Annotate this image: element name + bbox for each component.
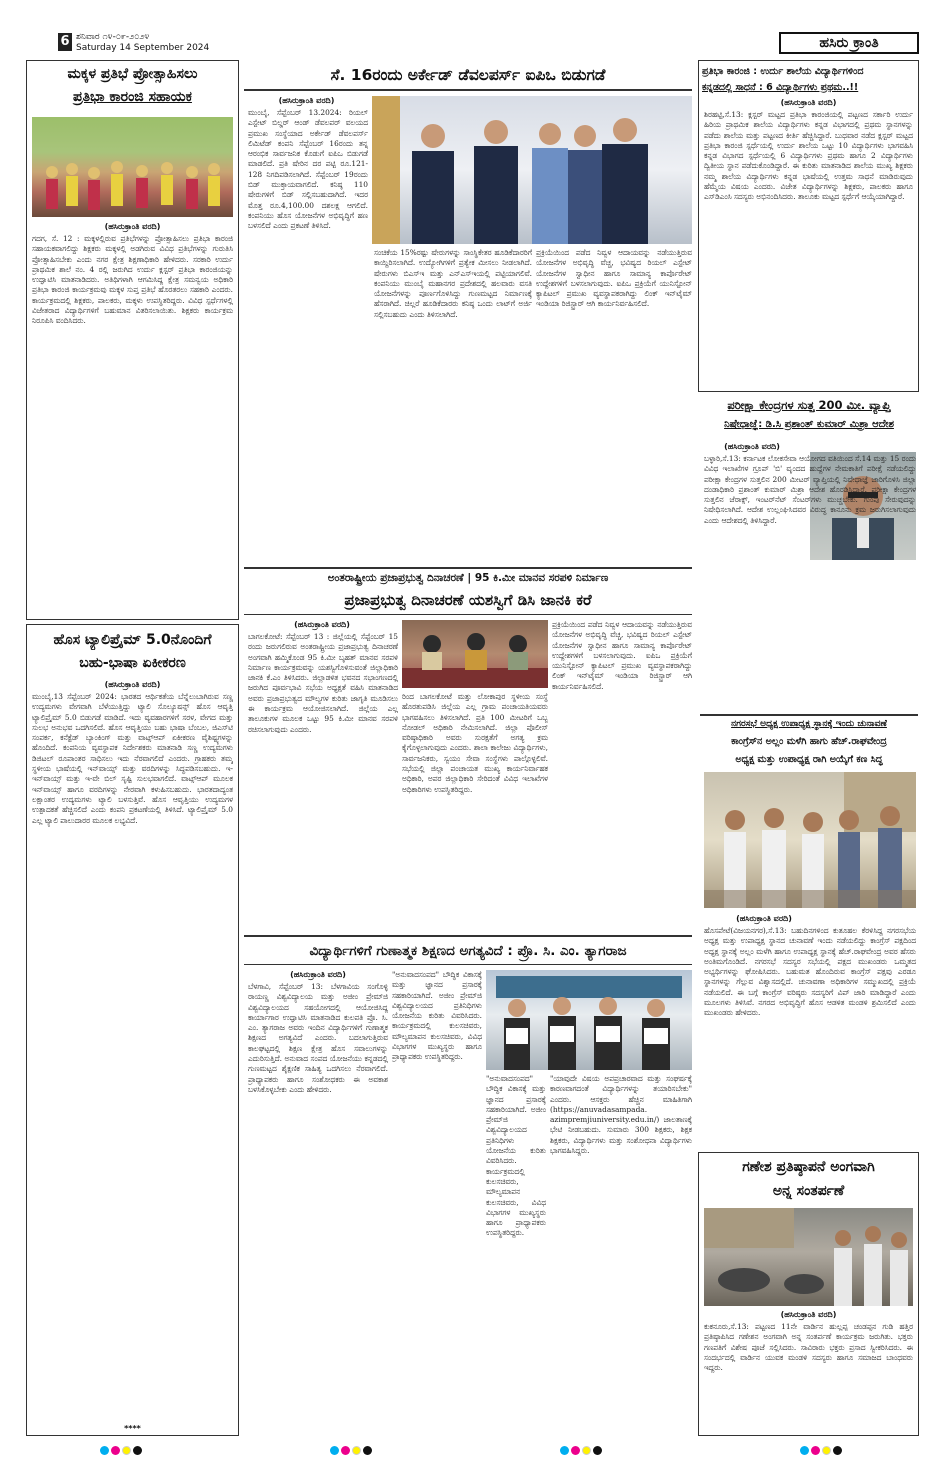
article-council-headline-1: ಕಾಂಗ್ರೆಸ್‌ನ ಅಲ್ಲಂ ಮಳೆಗಿ ಹಾಗು ಹೆಚ್.ರಾಘವೇಂದ್ರ [731, 736, 887, 747]
article-urdu-body: ಶಿರಹಟ್ಟಿ,ಸೆ.13: ಕ್ಲಸ್ಟರ್ ಮಟ್ಟದ ಪ್ರತಿಭಾ ಕಾರಂಜಿಯಲ್ಲಿ ಪಟ್ಟಣದ ಸರ್ಕಾರಿ ಉರ್ದು ಹಿರಿಯ ಪ್ರಾಥಮಿಕ ಶಾಲೆಯ ವಿದ್ಯಾರ್ಥಿಗಳು ಕನ್ನಡ ವಿಭಾಗದಲ್ಲಿ ಪ್ರಥಮ ಸ್ಥಾನಗಳನ್ನು ಪಡೆದು ಶಾಲೆಯ ಮತ್ತು ಪಟ್ಟಣದ ಕೀರ್ತಿ ಹೆಚ್ಚಿಸಿದ್ದಾರೆ. ಬುಧವಾರ ನಡೆದ ಕ್ಲಸ್ಟರ್ ಮಟ್ಟದ ಪ್ರತಿಭಾ ಕಾರಂಜಿ ಸ್ಪರ್ಧೆಯಲ್ಲಿ ಉರ್ದು ಶಾಲೆಯ ಒಟ್ಟು 10 ವಿದ್ಯಾರ್ಥಿಗಳು ಭಾಗವಹಿಸಿ ಕನ್ನಡ ವಿಭಾಗದ ಸ್ಪರ್ಧೆಯಲ್ಲಿ 6 ವಿದ್ಯಾರ್ಥಿಗಳು ಪ್ರಥಮ ಹಾಗೂ 2 ವಿದ್ಯಾರ್ಥಿಗಳು ದ್ವಿತೀಯ ಸ್ಥಾನ ಪಡೆದುಕೊಂಡಿದ್ದಾರೆ. ಈ ಕುರಿತು ಮಾತನಾಡಿದ ಶಾಲೆಯ ಮುಖ್ಯ ಶಿಕ್ಷಕರು ನಮ್ಮ ಶಾಲೆಯ ವಿದ್ಯಾರ್ಥಿಗಳು ಕನ್ನಡ ಭಾಷೆಯಲ್ಲಿ ಉತ್ತಮ ಸಾಧನೆ ಮಾಡಿರುವುದು ಹೆಮ್ಮೆಯ ವಿಷಯ ಎಂದರು. ವಿಜೇತ ವಿದ್ಯಾರ್ಥಿಗಳನ್ನು ಶಿಕ್ಷಕರು, ಪಾಲಕರು ಹಾಗೂ ಎಸ್‌ಡಿಎಂಸಿ ಸದಸ್ಯರು ಅಭಿನಂದಿಸಿದರು. ತಾಲೂಕು ಮಟ್ಟದ ಸ್ಪರ್ಧೆಗೆ ಆಯ್ಕೆಯಾಗಿದ್ದಾರೆ. [704, 110, 913, 202]
article-council-body: ಹೊಸಪೇಟೆ(ವಿಜಯನಗರ),ಸೆ.13: ಬಹುದಿನಗಳಿಂದ ಕುತೂಹಲ ಕೆರಳಿಸಿದ್ದ ನಗರಸಭೆಯ ಅಧ್ಯಕ್ಷ ಮತ್ತು ಉಪಾಧ್ಯಕ್ಷ ಸ್ಥಾನದ ಚುನಾವಣೆ ಇಂದು ನಡೆಯಲಿದ್ದು ಕಾಂಗ್ರೆಸ್ ಪಕ್ಷದಿಂದ ಅಧ್ಯಕ್ಷ ಸ್ಥಾನಕ್ಕೆ ಅಲ್ಲಂ ಮಳೆಗಿ ಹಾಗೂ ಉಪಾಧ್ಯಕ್ಷ ಸ್ಥಾನಕ್ಕೆ ಹೆಚ್.ರಾಘವೇಂದ್ರ ಅವರ ಹೆಸರು ಅಂತಿಮಗೊಂಡಿದೆ. ನಗರಸಭೆ ಸದಸ್ಯರ ಸಭೆಯಲ್ಲಿ ಪಕ್ಷದ ಮುಖಂಡರು ಒಮ್ಮತದ ಅಭ್ಯರ್ಥಿಗಳನ್ನು ಘೋಷಿಸಿದರು. ಬಹುಮತ ಹೊಂದಿರುವ ಕಾಂಗ್ರೆಸ್ ಪಕ್ಷವು ಎರಡೂ ಸ್ಥಾನಗಳನ್ನು ಗೆಲ್ಲುವ ವಿಶ್ವಾಸದಲ್ಲಿದೆ. ಚುನಾವಣಾ ಅಧಿಕಾರಿಗಳ ಸಮ್ಮುಖದಲ್ಲಿ ಪ್ರಕ್ರಿಯೆ ನಡೆಯಲಿದೆ. ಈ ಬಗ್ಗೆ ಕಾಂಗ್ರೆಸ್ ವರಿಷ್ಠರು ಸದಸ್ಯರಿಗೆ ವಿಪ್ ಜಾರಿ ಮಾಡಿದ್ದಾರೆ ಎಂದು ಮೂಲಗಳು ತಿಳಿಸಿವೆ. ನಗರದ ಅಭಿವೃದ್ಧಿಗೆ ಹೊಸ ಆಡಳಿತ ಮಂಡಳಿ ಶ್ರಮಿಸಲಿದೆ ಎಂದು ಮುಖಂಡರು ಹೇಳಿದರು. [704, 926, 916, 1018]
article-tally-headline-2: ಬಹು-ಭಾಷಾ ಏಕೀಕರಣ [79, 655, 186, 671]
article-talent-headline-1: ಮಕ್ಕಳ ಪ್ರತಿಭೆ ಪ್ರೋತ್ಸಾಹಿಸಲು [67, 66, 198, 82]
article-education-byline: (ಹಸಿರುಕ್ರಾಂತಿ ವರದಿ) [290, 970, 346, 979]
article-democracy-headline: ಪ್ರಜಾಪ್ರಭುತ್ವ ದಿನಾಚರಣೆ ಯಶಸ್ವಿಗೆ ಡಿಸಿ ಜಾನಕಿ ಕರೆ [344, 591, 592, 609]
article-talent-body: ಗದಗ, ಸೆ. 12 : ಮಕ್ಕಳಲ್ಲಿರುವ ಪ್ರತಿಭೆಗಳನ್ನು ಪ್ರೋತ್ಸಾಹಿಸಲು ಪ್ರತಿಭಾ ಕಾರಂಜಿ ಸಹಾಯಕವಾಗಲಿದ್ದು ಶಿಕ್ಷಕರು ಮಕ್ಕಳಲ್ಲಿ ಅಡಗಿರುವ ವಿವಿಧ ಪ್ರತಿಭೆಗಳನ್ನು ಗುರುತಿಸಿ ಪ್ರೋತ್ಸಾಹಿಸಬೇಕು ಎಂದು ನಗರ ಕ್ಷೇತ್ರ ಶಿಕ್ಷಣಾಧಿಕಾರಿ ಹೇಳಿದರು. ಸರಕಾರಿ ಉರ್ದು ಪ್ರಾಥಮಿಕ ಶಾಲೆ ನಂ. 4 ರಲ್ಲಿ ಜರುಗಿದ ಉರ್ದು ಕ್ಲಸ್ಟರ್ ಪ್ರತಿಭಾ ಕಾರಂಜಿಯನ್ನು ಉದ್ಘಾಟಿಸಿ ಮಾತನಾಡಿದರು. ಅತಿಥಿಗಳಾಗಿ ಆಗಮಿಸಿದ್ದ ಕ್ಷೇತ್ರ ಸಮನ್ವಯ ಅಧಿಕಾರಿ ಪ್ರತಿಭಾ ಕಾರಂಜಿ ಕಾರ್ಯಕ್ರಮವು ಮಕ್ಕಳ ಸುಪ್ತ ಪ್ರತಿಭೆ ಹೊರತರಲು ಸಹಕಾರಿ ಎಂದರು. ಕಾರ್ಯಕ್ರಮದಲ್ಲಿ ಶಿಕ್ಷಕರು, ಪಾಲಕರು, ಮಕ್ಕಳು ಉಪಸ್ಥಿತರಿದ್ದರು. ವಿವಿಧ ಸ್ಪರ್ಧೆಗಳಲ್ಲಿ ವಿಜೇತರಾದ ವಿದ್ಯಾರ್ಥಿಗಳಿಗೆ ಬಹುಮಾನ ವಿತರಿಸಲಾಯಿತು. ಶಿಕ್ಷಕರು ಕಾರ್ಯಕ್ರಮ ನಿರೂಪಿಸಿ ವಂದಿಸಿದರು. [32, 234, 233, 326]
press-conference-illustration [372, 96, 692, 244]
article-talent-headline-2: ಪ್ರತಿಭಾ ಕಾರಂಜಿ ಸಹಾಯಕ [73, 89, 192, 105]
article-exam-headline-1: ಪರೀಕ್ಷಾ ಕೇಂದ್ರಗಳ ಸುತ್ತ 200 ಮೀ. ವ್ಯಾಪ್ತಿ [727, 398, 891, 412]
article-urdu-headline-1: ಪ್ರತಿಭಾ ಕಾರಂಜಿ : ಉರ್ದು ಶಾಲೆಯ ವಿದ್ಯಾರ್ಥಿಗಳಿಂದ [702, 66, 864, 77]
council-candidates-photo [704, 772, 916, 908]
page-header [26, 30, 919, 56]
article-talent-byline: (ಹಸಿರುಕ್ರಾಂತಿ ವರದಿ) [104, 222, 161, 231]
article-democracy-body-right: ಪ್ರಕ್ರಿಯೆಯಿಂದ ಪಡೆದ ನಿವ್ವಳ ಆದಾಯವನ್ನು ನಡೆಯುತ್ತಿರುವ ಯೋಜನೆಗಳ ಅಭಿವೃದ್ಧಿ ವೆಚ್ಚ, ಭವಿಷ್ಯದ ರಿಯಲ್ ಎಸ್ಟೇಟ್ ಯೋಜನೆಗಳ ಸ್ವಾಧೀನ ಹಾಗೂ ಸಾಮಾನ್ಯ ಕಾರ್ಪೊರೇಟ್ ಉದ್ದೇಶಗಳಿಗೆ ಬಳಸಲಾಗುವುದು. ಐಪಿಒ ಪ್ರಕ್ರಿಯೆಗೆ ಯುನಿಸ್ಟೋನ್ ಕ್ಯಾಪಿಟಲ್ ಪ್ರಮುಖ ವ್ಯವಸ್ಥಾಪಕರಾಗಿದ್ದು ಲಿಂಕ್ ಇನ್‌ಟೈಮ್ ಇಂಡಿಯಾ ರಿಜಿಸ್ಟ್ರಾರ್ ಆಗಿ ಕಾರ್ಯನಿರ್ವಹಿಸಲಿದೆ. [552, 620, 692, 691]
end-mark: **** [124, 1424, 141, 1433]
article-ganesha-byline: (ಹಸಿರುಕ್ರಾಂತಿ ವರದಿ) [780, 1310, 837, 1319]
article-arkade-headline: ಸೆ. 16ರಂದು ಅರ್ಕೇಡ್ ಡೆವಲಪರ್ಸ್ ಐಪಿಒ ಬಿಡುಗಡೆ [330, 66, 606, 84]
article-arkade-body-left: ಮುಂಬೈ, ಸೆಪ್ಟೆಂಬರ್ 13.2024: ರಿಯಲ್ ಎಸ್ಟೇಟ್ ಬಿಲ್ಡರ್ ಆಂಡ್ ಡೆವಲಪರ್ ವಲಯದ ಪ್ರಮುಖ ಸಂಸ್ಥೆಯಾದ ಅರ್ಕೇಡ್ ಡೆವಲಪರ್ಸ್ ಲಿಮಿಟೆಡ್ ಕಂಪನಿ ಸೆಪ್ಟೆಂಬರ್ 16ರಂದು ತನ್ನ ಆರಂಭಿಕ ಸಾರ್ವಜನಿಕ ಕೊಡುಗೆ ಐಪಿಒ ಬಿಡುಗಡೆ ಮಾಡಲಿದೆ. ಪ್ರತಿ ಷೇರಿನ ದರ ಪಟ್ಟಿ ರೂ.121-128 ನಿಗದಿಪಡಿಸಲಾಗಿದೆ. ಸೆಪ್ಟೆಂಬರ್ 19ರಂದು ಬಿಡ್ ಮುಕ್ತಾಯವಾಗಲಿದೆ. ಕನಿಷ್ಠ 110 ಷೇರುಗಳಿಗೆ ಬಿಡ್ ಸಲ್ಲಿಸಬಹುದಾಗಿದೆ. ಇದರ ಮೊತ್ತ ರೂ.4,100.00 ದಶಲಕ್ಷ ಆಗಲಿದೆ. ಕಂಪನಿಯು ಹೊಸ ಯೋಜನೆಗಳ ಅಭಿವೃದ್ಧಿಗೆ ಹಣ ಬಳಸಲಿದೆ ಎಂದು ಪ್ರಕಟಣೆ ತಿಳಿಸಿದೆ. [248, 108, 368, 231]
council-crowd-illustration [704, 772, 916, 908]
food-distribution-photo [704, 1208, 913, 1306]
article-urdu-byline: (ಹಸಿರುಕ್ರಾಂತಿ ವರದಿ) [780, 98, 837, 107]
article-exam-byline: (ಹಸಿರುಕ್ರಾಂತಿ ವರದಿ) [724, 442, 780, 451]
article-ganesha-headline-1: ಗಣೇಶ ಪ್ರತಿಷ್ಠಾಪನೆ ಅಂಗವಾಗಿ [742, 1159, 875, 1175]
article-democracy-kicker: ಅಂತರಾಷ್ಟ್ರೀಯ ಪ್ರಜಾಪ್ರಭುತ್ವ ದಿನಾಚರಣೆ | 95 ಕಿ.ಮೀ ಮಾನವ ಸರಪಳಿ ನಿರ್ಮಾಣ [327, 572, 609, 584]
article-education-headline: ವಿದ್ಯಾರ್ಥಿಗಳಿಗೆ ಗುಣಾತ್ಮಕ ಶಿಕ್ಷಣದ ಅಗತ್ಯವಿದೆ : ಪ್ರೊ. ಸಿ. ಎಂ. ತ್ಯಾಗರಾಜ [309, 943, 627, 959]
article-council-kicker: ನಗರಸಭೆ ಅಧ್ಯಕ್ಷ ಉಪಾಧ್ಯಕ್ಷ ಸ್ಥಾನಕ್ಕೆ ಇಂದು ಚುನಾವಣೆ [731, 719, 887, 729]
article-council-byline: (ಹಸಿರುಕ್ರಾಂತಿ ವರದಿ) [736, 914, 792, 923]
school-children-photo [32, 117, 233, 217]
article-democracy-byline: (ಹಸಿರುಕ್ರಾಂತಿ ವರದಿ) [294, 620, 350, 629]
article-tally-headline-1: ಹೊಸ ಟ್ಯಾಲಿಪ್ರೈಮ್ 5.0ನೊಂದಿಗೆ [53, 632, 212, 648]
article-tally-byline: (ಹಸಿರುಕ್ರಾಂತಿ ವರದಿ) [104, 680, 161, 689]
registration-marks-1 [100, 1440, 148, 1450]
article-exam-headline-2: ನಿಷೇಧಾಜ್ಞೆ: ಡಿ.ಸಿ ಪ್ರಶಾಂತ್ ಕುಮಾರ್ ಮಿಶ್ರಾ ಆದೇಶ [724, 419, 894, 430]
article-ganesha-body: ಕುಕನೂರು,ಸೆ.13: ಪಟ್ಟಣದ 11ನೇ ವಾರ್ಡಿನ ಹುಲ್ಲಪ್ಪ ಚಂಡಪ್ಪನ ಗುಡಿ ಹತ್ತಿರ ಪ್ರತಿಷ್ಠಾಪಿಸಿದ ಗಣೇಶನ ಅಂಗವಾಗಿ ಅನ್ನ ಸಂತರ್ಪಣೆ ಕಾರ್ಯಕ್ರಮ ಜರುಗಿತು. ಭಕ್ತರು ಗಣಪತಿಗೆ ವಿಶೇಷ ಪೂಜೆ ಸಲ್ಲಿಸಿದರು. ಸಾವಿರಾರು ಭಕ್ತರು ಪ್ರಸಾದ ಸ್ವೀಕರಿಸಿದರು. ಈ ಸಂದರ್ಭದಲ್ಲಿ ವಾರ್ಡಿನ ಯುವಕ ಮಂಡಳಿ ಸದಸ್ಯರು ಹಾಗೂ ಸಮಾಜದ ಬಾಂಧವರು ಇದ್ದರು. [704, 1322, 913, 1373]
article-exam-body: ಬಳ್ಳಾರಿ,ಸೆ.13: ಕರ್ನಾಟಕ ಲೋಕಸೇವಾ ಆಯೋಗದ ವತಿಯಿಂದ ಸೆ.14 ಮತ್ತು 15 ರಂದು ವಿವಿಧ ಇಲಾಖೆಗಳ ಗ್ರೂಪ್ 'ಬಿ' ವೃಂದದ ಹುದ್ದೆಗಳ ನೇಮಕಾತಿಗೆ ಪರೀಕ್ಷೆ ನಡೆಯಲಿದ್ದು ಪರೀಕ್ಷಾ ಕೇಂದ್ರಗಳ ಸುತ್ತಲಿನ 200 ಮೀಟರ್ ವ್ಯಾಪ್ತಿಯಲ್ಲಿ ನಿಷೇಧಾಜ್ಞೆ ಜಾರಿಗೊಳಿಸಿ ಜಿಲ್ಲಾ ದಂಡಾಧಿಕಾರಿ ಪ್ರಶಾಂತ್ ಕುಮಾರ್ ಮಿಶ್ರಾ ಆದೇಶ ಹೊರಡಿಸಿದ್ದಾರೆ. ಪರೀಕ್ಷಾ ಕೇಂದ್ರಗಳ ಸುತ್ತಲಿನ ಜೆರಾಕ್ಸ್, ಇಂಟರ್‌ನೆಟ್ ಸೆಂಟರ್‌ಗಳು ಮುಚ್ಚಬೇಕು. ಗುಂಪು ಸೇರುವುದನ್ನು ನಿಷೇಧಿಸಲಾಗಿದೆ. ಆದೇಶ ಉಲ್ಲಂಘಿಸಿದವರ ವಿರುದ್ಧ ಕಾನೂನು ಕ್ರಮ ಜರುಗಿಸಲಾಗುವುದು ಎಂದು ಆದೇಶದಲ್ಲಿ ತಿಳಿಸಿದ್ದಾರೆ. [704, 454, 916, 525]
registration-marks-4 [800, 1440, 848, 1450]
article-education-body-mid: "ಅನುವಾದಸಂಪದ" ಬೌದ್ಧಿಕ ವಿಕಾಸಕ್ಕೆ ಮತ್ತು ಜ್ಞಾನದ ಪ್ರಸಾರಕ್ಕೆ ಸಹಕಾರಿಯಾಗಿದೆ. ಅಜೀಂ ಪ್ರೇಮ್‌ಜಿ ವಿಶ್ವವಿದ್ಯಾಲಯದ ಪ್ರತಿನಿಧಿಗಳು ಯೋಜನೆಯ ಕುರಿತು ವಿವರಿಸಿದರು. ಕಾರ್ಯಕ್ರಮದಲ್ಲಿ ಕುಲಸಚಿವರು, ಮೌಲ್ಯಮಾಪನ ಕುಲಸಚಿವರು, ವಿವಿಧ ವಿಭಾಗಗಳ ಮುಖ್ಯಸ್ಥರು ಹಾಗೂ ಪ್ರಾಧ್ಯಾಪಕರು ಉಪಸ್ಥಿತರಿದ್ದರು. [392, 970, 482, 1062]
date-kannada: ಶನಿವಾರ ೧೪-೦೯-೨೦೨೪ [76, 32, 150, 42]
children-group-illustration [32, 117, 233, 217]
article-democracy-body-mid: ರಿಂದ ಬಾಗಲಕೋಟೆ ಮತ್ತು ಲೋಕಾಪುರ ಸ್ಥಳೀಯ ಸಂಸ್ಥೆ ಹೊರತುಪಡಿಸಿ ಜಿಲ್ಲೆಯ ಎಲ್ಲ ಗ್ರಾಮ ಪಂಚಾಯತಿಯವರು ಭಾಗವಹಿಸಲು ತಿಳಿಸಲಾಗಿದೆ. ಪ್ರತಿ 100 ಮೀಟರಿಗೆ ಒಬ್ಬ ನೋಡಲ್ ಅಧಿಕಾರಿ ನೇಮಿಸಲಾಗಿದೆ. ಜಿಲ್ಲಾ ಪೊಲೀಸ್ ವರಿಷ್ಠಾಧಿಕಾರಿ ಅವರು ಸುರಕ್ಷತೆಗೆ ಅಗತ್ಯ ಕ್ರಮ ಕೈಗೊಳ್ಳಲಾಗುವುದು ಎಂದರು. ಶಾಲಾ ಕಾಲೇಜು ವಿದ್ಯಾರ್ಥಿಗಳು, ಸಾರ್ವಜನಿಕರು, ಸ್ವಯಂ ಸೇವಾ ಸಂಸ್ಥೆಗಳು ಪಾಲ್ಗೊಳ್ಳಲಿವೆ. ಸಭೆಯಲ್ಲಿ ಜಿಲ್ಲಾ ಪಂಚಾಯತ ಮುಖ್ಯ ಕಾರ್ಯನಿರ್ವಾಹಕ ಅಧಿಕಾರಿ, ಅಪರ ಜಿಲ್ಲಾಧಿಕಾರಿ ಸೇರಿದಂತೆ ವಿವಿಧ ಇಲಾಖೆಗಳ ಅಧಿಕಾರಿಗಳು ಉಪಸ್ಥಿತರಿದ್ದರು. [402, 692, 548, 794]
officials-meeting-illustration [402, 620, 548, 688]
article-arkade-body-mid: ಸಂಚಿಕೆಯ 15%ರಷ್ಟು ಷೇರುಗಳನ್ನು ಸಾಂಸ್ಥಿಕೇತರ ಹೂಡಿಕೆದಾರರಿಗೆ ಕಾಯ್ದಿರಿಸಲಾಗಿದೆ. ಉದ್ಯೋಗಿಗಳಿಗೆ ಪ್ರತ್ಯೇಕ ಮೀಸಲು ನೀಡಲಾಗಿದೆ. ಷೇರುಗಳು ಬಿಎಸ್‌ಇ ಮತ್ತು ಎನ್‌ಎಸ್‌ಇಯಲ್ಲಿ ಪಟ್ಟಿಯಾಗಲಿವೆ. ಕಂಪನಿಯು ಮುಂಬೈ ಮಹಾನಗರ ಪ್ರದೇಶದಲ್ಲಿ ಹಲವಾರು ವಸತಿ ಯೋಜನೆಗಳನ್ನು ಪೂರ್ಣಗೊಳಿಸಿದ್ದು ಗುಣಮಟ್ಟದ ನಿರ್ಮಾಣಕ್ಕೆ ಹೆಸರಾಗಿದೆ. ಚಿಲ್ಲರೆ ಹೂಡಿಕೆದಾರರು ಕನಿಷ್ಠ ಒಂದು ಲಾಟ್‌ಗೆ ಅರ್ಜಿ ಸಲ್ಲಿಸಬಹುದು ಎಂದು ತಿಳಿಸಲಾಗಿದೆ. [374, 248, 532, 319]
article-democracy-body-left: ಬಾಗಲಕೋಟೆ: ಸೆಪ್ಟೆಂಬರ್ 13 : ಜಿಲ್ಲೆಯಲ್ಲಿ ಸೆಪ್ಟೆಂಬರ್ 15 ರಂದು ಜರುಗಲಿರುವ ಅಂತರಾಷ್ಟ್ರೀಯ ಪ್ರಜಾಪ್ರಭುತ್ವ ದಿನಾಚರಣೆ ಅಂಗವಾಗಿ ಹಮ್ಮಿಕೊಂಡ 95 ಕಿ.ಮೀ ಬೃಹತ್ ಮಾನವ ಸರಪಳಿ ನಿರ್ಮಾಣ ಕಾರ್ಯಕ್ರಮವನ್ನು ಯಶಸ್ವಿಗೊಳಿಸುವಂತೆ ಜಿಲ್ಲಾಧಿಕಾರಿ ಜಾನಕಿ ಕೆ.ಎಂ ತಿಳಿಸಿದರು. ಜಿಲ್ಲಾಡಳಿತ ಭವನದ ಸಭಾಂಗಣದಲ್ಲಿ ಜರುಗಿದ ಪೂರ್ವಭಾವಿ ಸಭೆಯ ಅಧ್ಯಕ್ಷತೆ ವಹಿಸಿ ಮಾತನಾಡಿದ ಅವರು ಪ್ರಜಾಪ್ರಭುತ್ವದ ಮೌಲ್ಯಗಳ ಕುರಿತು ಜಾಗೃತಿ ಮೂಡಿಸಲು ಈ ಕಾರ್ಯಕ್ರಮ ಆಯೋಜಿಸಲಾಗಿದೆ. ಜಿಲ್ಲೆಯ ಎಲ್ಲ ತಾಲೂಕುಗಳ ಮೂಲಕ ಒಟ್ಟು 95 ಕಿ.ಮೀ ಮಾನವ ಸರಪಳಿ ರಚಿಸಲಾಗುವುದು ಎಂದರು. [248, 632, 398, 734]
date-english: Saturday 14 September 2024 [76, 43, 210, 53]
article-arkade-body-right: ಪ್ರಕ್ರಿಯೆಯಿಂದ ಪಡೆದ ನಿವ್ವಳ ಆದಾಯವನ್ನು ನಡೆಯುತ್ತಿರುವ ಯೋಜನೆಗಳ ಅಭಿವೃದ್ಧಿ ವೆಚ್ಚ, ಭವಿಷ್ಯದ ರಿಯಲ್ ಎಸ್ಟೇಟ್ ಯೋಜನೆಗಳ ಸ್ವಾಧೀನ ಹಾಗೂ ಸಾಮಾನ್ಯ ಕಾರ್ಪೊರೇಟ್ ಉದ್ದೇಶಗಳಿಗೆ ಬಳಸಲಾಗುವುದು. ಐಪಿಒ ಪ್ರಕ್ರಿಯೆಗೆ ಯುನಿಸ್ಟೋನ್ ಕ್ಯಾಪಿಟಲ್ ಪ್ರಮುಖ ವ್ಯವಸ್ಥಾಪಕರಾಗಿದ್ದು ಲಿಂಕ್ ಇನ್‌ಟೈಮ್ ಇಂಡಿಯಾ ರಿಜಿಸ್ಟ್ರಾರ್ ಆಗಿ ಕಾರ್ಯನಿರ್ವಹಿಸಲಿದೆ. [536, 248, 692, 309]
registration-marks-2 [330, 1440, 378, 1450]
article-education-body-left: ಬೆಳಗಾವಿ, ಸೆಪ್ಟೆಂಬರ್ 13: ಬೆಳಗಾವಿಯ ಸಂಗೊಳ್ಳಿ ರಾಯಣ್ಣ ವಿಶ್ವವಿದ್ಯಾಲಯ ಮತ್ತು ಅಜೀಂ ಪ್ರೇಮ್‌ಜಿ ವಿಶ್ವವಿದ್ಯಾಲಯದ ಸಹಯೋಗದಲ್ಲಿ ಆಯೋಜಿಸಿದ್ದ ಕಾರ್ಯಾಗಾರ ಉದ್ಘಾಟಿಸಿ ಮಾತನಾಡಿದ ಕುಲಪತಿ ಪ್ರೊ. ಸಿ. ಎಂ. ತ್ಯಾಗರಾಜ ಅವರು ಇಂದಿನ ವಿದ್ಯಾರ್ಥಿಗಳಿಗೆ ಗುಣಾತ್ಮಕ ಶಿಕ್ಷಣದ ಅಗತ್ಯವಿದೆ ಎಂದರು. ಬದಲಾಗುತ್ತಿರುವ ಕಾಲಘಟ್ಟದಲ್ಲಿ ಶಿಕ್ಷಣ ಕ್ಷೇತ್ರ ಹೊಸ ಸವಾಲುಗಳನ್ನು ಎದುರಿಸುತ್ತಿದೆ. ಅನುವಾದ ಸಂಪದ ಯೋಜನೆಯು ಕನ್ನಡದಲ್ಲಿ ಗುಣಮಟ್ಟದ ಶೈಕ್ಷಣಿಕ ಸಾಹಿತ್ಯ ಒದಗಿಸಲು ನೆರವಾಗಲಿದೆ. ಪ್ರಾಧ್ಯಾಪಕರು ಹಾಗೂ ಸಂಶೋಧಕರು ಈ ಅವಕಾಶ ಬಳಸಿಕೊಳ್ಳಬೇಕು ಎಂದು ಹೇಳಿದರು. [248, 982, 388, 1094]
page-number: 6 [58, 33, 72, 51]
arkade-press-photo [372, 96, 692, 244]
article-ganesha-headline-2: ಅನ್ನ ಸಂತರ್ಪಣೆ [772, 1183, 845, 1199]
dateline [76, 32, 209, 54]
article-urdu-headline-2: ಕನ್ನಡದಲ್ಲಿ ಸಾಧನೆ : 6 ವಿದ್ಯಾರ್ಥಿಗಳು ಪ್ರಥಮ..!! [702, 82, 859, 93]
article-education-body-right: "ಯಾವುದೇ ವಿಷಯ ಅಪಪ್ರಚಾರವಾದ ಮತ್ತು ಸಂಘರ್ಷಕ್ಕೆ ಕಾರಣವಾಗದಂತೆ ವಿದ್ಯಾರ್ಥಿಗಳನ್ನು ತಯಾರಿಸಬೇಕು" ಎಂದರು. ಆಸಕ್ತರು ಹೆಚ್ಚಿನ ಮಾಹಿತಿಗಾಗಿ (https://anuvadasampada. azimpremjiuniversity.edu.in/) ಜಾಲತಾಣಕ್ಕೆ ಭೇಟಿ ನೀಡಬಹುದು. ಸುಮಾರು 300 ಶಿಕ್ಷಕರು, ಶಿಕ್ಷಕ ಶಿಕ್ಷಕರು, ವಿದ್ಯಾರ್ಥಿಗಳು ಮತ್ತು ಸಂಶೋಧನಾ ವಿದ್ಯಾರ್ಥಿಗಳು ಭಾಗವಹಿಸಿದ್ದರು. [550, 1074, 692, 1156]
article-tally-body: ಮುಂಬೈ,13 ಸೆಪ್ಟೆಂಬರ್ 2024: ಭಾರತದ ಆರ್ಥಿಕತೆಯ ಬೆನ್ನೆಲುಬಾಗಿರುವ ಸಣ್ಣ ಉದ್ಯಮಗಳು ವೇಗವಾಗಿ ಬೆಳೆಯುತ್ತಿದ್ದು ಟ್ಯಾಲಿ ಸೊಲ್ಯೂಷನ್ಸ್ ಹೊಸ ಆವೃತ್ತಿ ಟ್ಯಾಲಿಪ್ರೈಮ್ 5.0 ಬಿಡುಗಡೆ ಮಾಡಿದೆ. ಇದು ವ್ಯವಹಾರಗಳಿಗೆ ಸರಳ, ವೇಗದ ಮತ್ತು ಸುಲಭ ಅನುಭವ ಒದಗಿಸಲಿದೆ. ಹೊಸ ಆವೃತ್ತಿಯು ಬಹು ಭಾಷಾ ಬೆಂಬಲ, ಜಿಎಸ್‌ಟಿ ಸಂಪರ್ಕ, ಕನೆಕ್ಟೆಡ್ ಬ್ಯಾಂಕಿಂಗ್ ಮತ್ತು ವಾಟ್ಸ್‌ಆಪ್ ಏಕೀಕರಣ ವೈಶಿಷ್ಟ್ಯಗಳನ್ನು ಹೊಂದಿದೆ. ಕಂಪನಿಯ ವ್ಯವಸ್ಥಾಪಕ ನಿರ್ದೇಶಕರು ಮಾತನಾಡಿ ಸಣ್ಣ ಉದ್ಯಮಗಳು ಡಿಜಿಟಲ್ ರೂಪಾಂತರ ಸಾಧಿಸಲು ಇದು ನೆರವಾಗಲಿದೆ ಎಂದರು. ಗ್ರಾಹಕರು ತಮ್ಮ ಸ್ಥಳೀಯ ಭಾಷೆಯಲ್ಲಿ ಇನ್‌ವಾಯ್ಸ್ ಮತ್ತು ವರದಿಗಳನ್ನು ಸಿದ್ಧಪಡಿಸಬಹುದು. ಇ-ಇನ್‌ವಾಯ್ಸ್ ಮತ್ತು ಇ-ವೇ ಬಿಲ್ ಸೃಷ್ಟಿ ಸುಲಭವಾಗಲಿದೆ. ವಾಟ್ಸ್‌ಆಪ್ ಮೂಲಕ ಇನ್‌ವಾಯ್ಸ್ ಹಾಗೂ ವರದಿಗಳನ್ನು ನೇರವಾಗಿ ಕಳುಹಿಸಬಹುದು. ಭಾರತದಾದ್ಯಂತ ಲಕ್ಷಾಂತರ ಉದ್ಯಮಗಳು ಟ್ಯಾಲಿ ಬಳಸುತ್ತಿವೆ. ಹೊಸ ಆವೃತ್ತಿಯು ಉದ್ಯಮಗಳ ಉತ್ಪಾದಕತೆ ಹೆಚ್ಚಿಸಲಿದೆ ಎಂದು ಕಂಪನಿ ಪ್ರಕಟಣೆಯಲ್ಲಿ ತಿಳಿಸಿದೆ. ಟ್ಯಾಲಿಪ್ರೈಮ್ 5.0 ಎಲ್ಲ ಟ್ಯಾಲಿ ಪಾಲುದಾರರ ಮೂಲಕ ಲಭ್ಯವಿದೆ. [32, 692, 233, 825]
food-serving-illustration [704, 1208, 913, 1306]
book-release-illustration [486, 970, 692, 1070]
article-council-headline-2: ಅಧ್ಯಕ್ಷ ಮತ್ತು ಉಪಾಧ್ಯಕ್ಷ ರಾಗಿ ಅಯ್ಕೆಗೆ ಕಣ ಸಿದ್ಧ [735, 754, 883, 765]
article-arkade-byline: (ಹಸಿರುಕ್ರಾಂತಿ ವರದಿ) [278, 96, 335, 105]
dc-meeting-photo [402, 620, 548, 688]
book-release-photo [486, 970, 692, 1070]
section-masthead: ಹಸಿರು ಕ್ರಾಂತಿ [779, 32, 919, 54]
registration-marks-3 [560, 1440, 608, 1450]
article-education-body-right-cont: "ಅನುವಾದಸಂಪದ" ಬೌದ್ಧಿಕ ವಿಕಾಸಕ್ಕೆ ಮತ್ತು ಜ್ಞಾನದ ಪ್ರಸಾರಕ್ಕೆ ಸಹಕಾರಿಯಾಗಿದೆ. ಅಜೀಂ ಪ್ರೇಮ್‌ಜಿ ವಿಶ್ವವಿದ್ಯಾಲಯದ ಪ್ರತಿನಿಧಿಗಳು ಯೋಜನೆಯ ಕುರಿತು ವಿವರಿಸಿದರು. ಕಾರ್ಯಕ್ರಮದಲ್ಲಿ ಕುಲಸಚಿವರು, ಮೌಲ್ಯಮಾಪನ ಕುಲಸಚಿವರು, ವಿವಿಧ ವಿಭಾಗಗಳ ಮುಖ್ಯಸ್ಥರು ಹಾಗೂ ಪ್ರಾಧ್ಯಾಪಕರು ಉಪಸ್ಥಿತರಿದ್ದರು. [486, 1074, 546, 1238]
